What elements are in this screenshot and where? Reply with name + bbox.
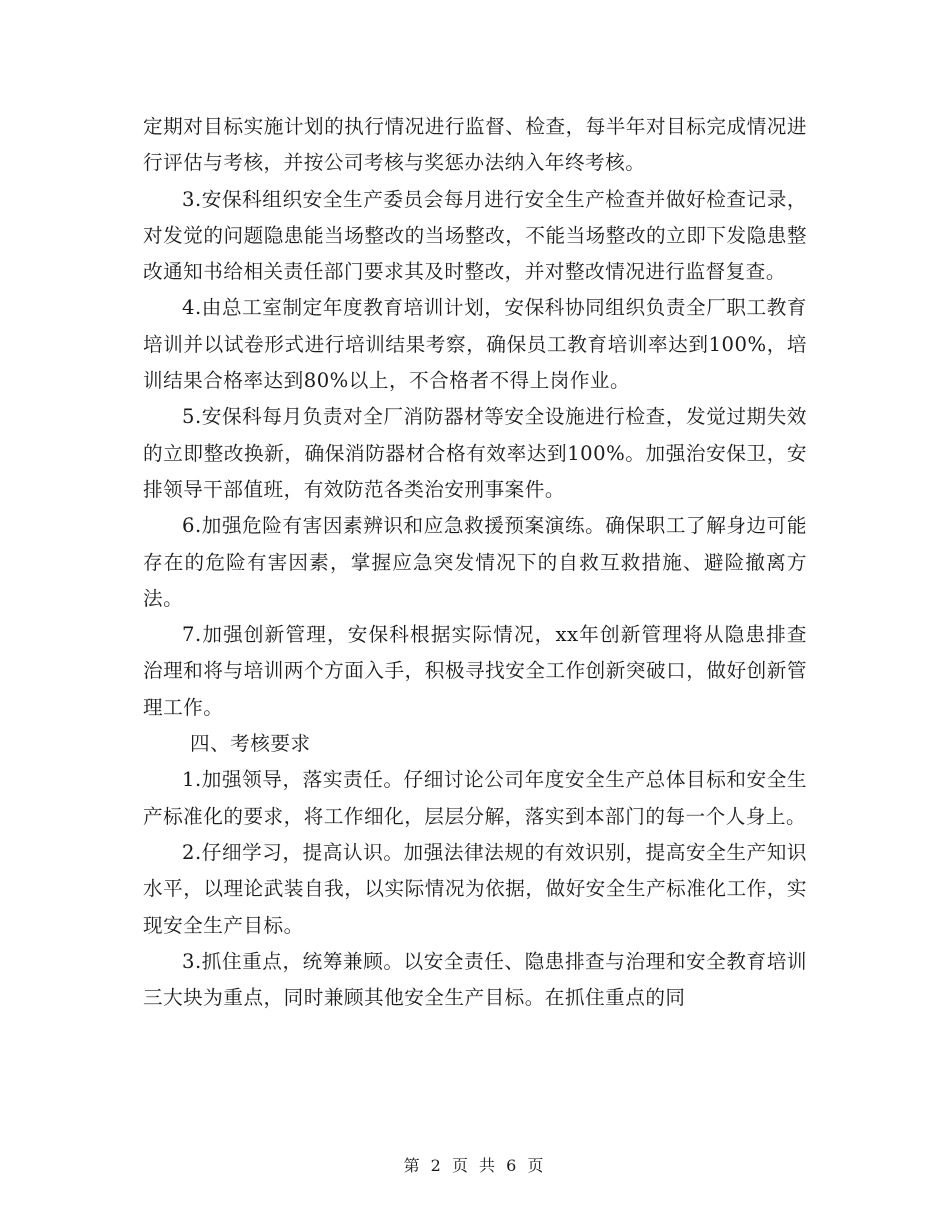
requirement-item-1: 1.加强领导，落实责任。仔细讨论公司年度安全生产总体目标和安全生产标准化的要求，将工作细化，层层分解，落实到本部门的每一个人身上。 bbox=[143, 768, 807, 828]
paragraph-continuation: 定期对目标实施计划的执行情况进行监督、检查，每半年对目标完成情况进行评估与考核，并按公司考核与奖惩办法纳入年终考核。 bbox=[143, 115, 807, 175]
document-body bbox=[143, 109, 807, 1016]
paragraph-item-6: 6.加强危险有害因素辨识和应急救援预案演练。确保职工了解身边可能存在的危险有害因素，掌握应急突发情况下的自救互救措施、避险撤离方法。 bbox=[143, 514, 807, 610]
page-footer: 第 2 页 共 6 页 bbox=[403, 1156, 547, 1175]
requirement-item-3: 3.抓住重点，统筹兼顾。以安全责任、隐患排查与治理和安全教育培训三大块为重点，同时兼顾其他安全生产目标。在抓住重点的同 bbox=[143, 949, 807, 1010]
paragraph-item-3: 3.安保科组织安全生产委员会每月进行安全生产检查并做好检查记录，对发觉的问题隐患能当场整改的当场整改，不能当场整改的立即下发隐患整改通知书给相关责任部门要求其及时整改，并对整改情况进行监督复查。 bbox=[143, 187, 807, 284]
paragraph-item-4: 4.由总工室制定年度教育培训计划，安保科协同组织负责全厂职工教育培训并以试卷形式进行培训结果考察，确保员工教育培训率达到100%，培训结果合格率达到80%以上，不合格者不得上岗作业。 bbox=[143, 296, 807, 393]
section-heading: 四、考核要求 bbox=[190, 732, 311, 756]
paragraph-item-7: 7.加强创新管理，安保科根据实际情况，xx年创新管理将从隐患排查治理和将与培训两个方面入手，积极寻找安全工作创新突破口，做好创新管理工作。 bbox=[143, 623, 807, 719]
paragraph-item-5: 5.安保科每月负责对全厂消防器材等安全设施进行检查，发觉过期失效的立即整改换新，确保消防器材合格有效率达到100%。加强治安保卫，安排领导干部值班，有效防范各类治安刑事案件。 bbox=[143, 405, 807, 501]
requirement-item-2: 2.仔细学习，提高认识。加强法律法规的有效识别，提高安全生产知识水平，以理论武装自我，以实际情况为依据，做好安全生产标准化工作，实现安全生产目标。 bbox=[143, 840, 807, 937]
